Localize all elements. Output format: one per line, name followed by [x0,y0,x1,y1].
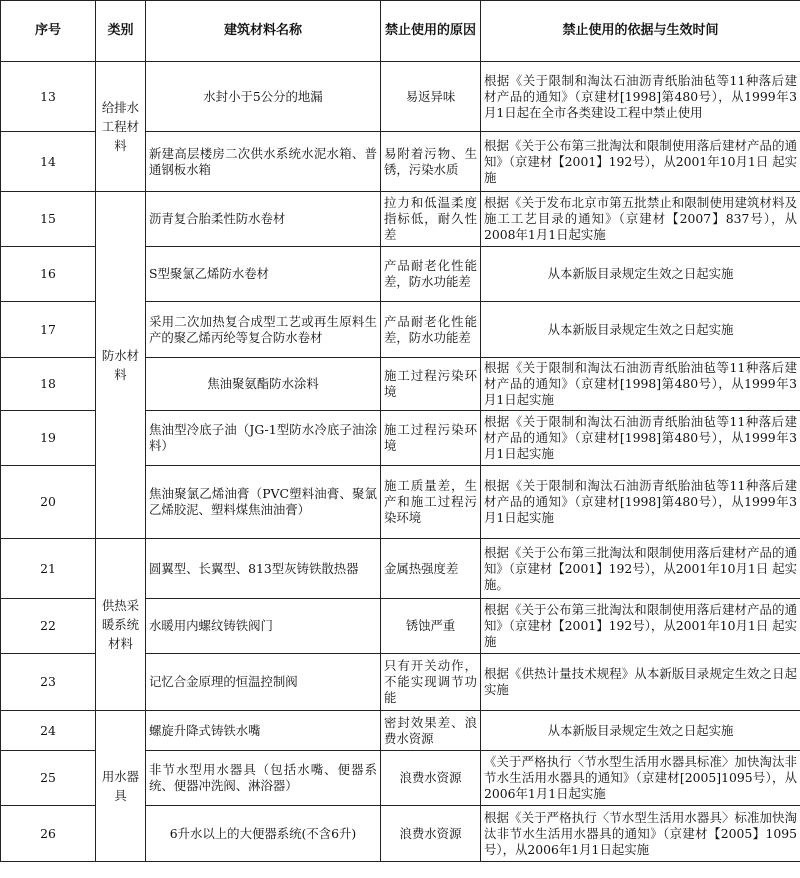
header-name: 建筑材料名称 [146,1,381,62]
row-name: 沥青复合胎柔性防水卷材 [146,192,381,247]
row-no: 15 [1,192,96,247]
row-no: 19 [1,411,96,466]
row-reason: 施工过程污染环境 [381,411,481,466]
header-category: 类别 [96,1,146,62]
table-row [1,62,800,132]
category-water-use: 用水器具 [96,711,146,862]
row-name: 螺旋升降式铸铁水嘴 [146,711,381,751]
row-no: 18 [1,358,96,411]
row-reason: 浪费水资源 [381,806,481,862]
row-no: 26 [1,806,96,862]
row-reason: 密封效果差、浪费水资源 [381,711,481,751]
row-basis: 根据《关于严格执行〈节水型生活用水器具〉标准加快淘汰非节水生活用水器具的通知》（京建材【2005】1095号），从2006年1月1日起实施 [481,806,800,862]
row-no: 20 [1,466,96,539]
header-basis: 禁止使用的依据与生效时间 [481,1,800,62]
row-name: 焦油型冷底子油（JG-1型防水冷底子油涂料） [146,411,381,466]
row-name: 焦油聚氯乙烯油膏（PVC塑料油膏、聚氯乙烯胶泥、塑料煤焦油油膏） [146,466,381,539]
header-no: 序号 [1,1,96,62]
row-name: 6升水以上的大便器系统(不含6升) [146,806,381,862]
row-basis: 根据《关于限制和淘汰石油沥青纸胎油毡等11种落后建材产品的通知》（京建材[1998]第480号），从1999年3月1日起在全市各类建设工程中禁止使用 [481,62,800,132]
table-row [1,539,800,599]
row-reason: 锈蚀严重 [381,599,481,654]
row-name: 记忆合金原理的恒温控制阀 [146,654,381,711]
row-reason: 易返异味 [381,62,481,132]
row-no: 16 [1,247,96,302]
row-name: 非节水型用水器具（包括水嘴、便器系统、便器冲洗阀、淋浴器） [146,751,381,806]
category-heating: 供热采暖系统材料 [96,539,146,711]
row-reason: 产品耐老化性能差，防水功能差 [381,302,481,358]
row-reason: 施工过程污染环境 [381,358,481,411]
row-reason: 易附着污物、生锈，污染水质 [381,132,481,192]
row-reason: 只有开关动作，不能实现调节功能 [381,654,481,711]
row-no: 23 [1,654,96,711]
row-basis: 根据《供热计量技术规程》从本新版目录规定生效之日起实施 [481,654,800,711]
row-basis: 根据《关于限制和淘汰石油沥青纸胎油毡等11种落后建材产品的通知》（京建材[1998]第480号），从1999年3月1日起实施 [481,358,800,411]
row-no: 24 [1,711,96,751]
row-name: 水暖用内螺纹铸铁阀门 [146,599,381,654]
row-name: S型聚氯乙烯防水卷材 [146,247,381,302]
row-basis: 根据《关于限制和淘汰石油沥青纸胎油毡等11种落后建材产品的通知》（京建材[1998]第480号），从1999年3月1日起实施 [481,411,800,466]
category-waterproof: 防水材料 [96,192,146,539]
table-row [1,711,800,751]
row-no: 25 [1,751,96,806]
row-name: 水封小于5公分的地漏 [146,62,381,132]
row-no: 17 [1,302,96,358]
category-water-supply: 给排水工程材料 [96,62,146,192]
row-basis: 根据《关于发布北京市第五批禁止和限制使用建筑材料及施工工艺目录的通知》（京建材【2007】837号），从2008年1月1日起实施 [481,192,800,247]
header-reason: 禁止使用的原因 [381,1,481,62]
row-basis: 从本新版目录规定生效之日起实施 [481,711,800,751]
row-name: 新建高层楼房二次供水系统水泥水箱、普通钢板水箱 [146,132,381,192]
row-reason: 金属热强度差 [381,539,481,599]
row-basis: 根据《关于公布第三批淘汰和限制使用落后建材产品的通知》（京建材【2001】192号），从2001年10月1日 起实施 [481,132,800,192]
row-basis: 根据《关于限制和淘汰石油沥青纸胎油毡等11种落后建材产品的通知》（京建材[1998]第480号），从1999年3月1日起实施 [481,466,800,539]
row-name: 焦油聚氨酯防水涂料 [146,358,381,411]
row-basis: 《关于严格执行〈节水型生活用水器具标准〉加快淘汰非节水生活用水器具的通知》（京建材[2005]1095号），从2006年1月1日起实施 [481,751,800,806]
row-basis: 从本新版目录规定生效之日起实施 [481,247,800,302]
table-row [1,192,800,247]
row-basis: 从本新版目录规定生效之日起实施 [481,302,800,358]
row-reason: 施工质量差，生产和施工过程污染环境 [381,466,481,539]
row-no: 14 [1,132,96,192]
row-name: 采用二次加热复合成型工艺或再生原料生产的聚乙烯丙纶等复合防水卷材 [146,302,381,358]
row-reason: 产品耐老化性能差，防水功能差 [381,247,481,302]
row-reason: 拉力和低温柔度指标低，耐久性差 [381,192,481,247]
header-row [1,1,800,62]
row-no: 13 [1,62,96,132]
row-basis: 根据《关于公布第三批淘汰和限制使用落后建材产品的通知》（京建材【2001】192号），从2001年10月1日 起实施 [481,599,800,654]
row-no: 22 [1,599,96,654]
row-name: 圆翼型、长翼型、813型灰铸铁散热器 [146,539,381,599]
row-no: 21 [1,539,96,599]
row-basis: 根据《关于公布第三批淘汰和限制使用落后建材产品的通知》（京建材【2001】192号），从2001年10月1日 起实施。 [481,539,800,599]
row-reason: 浪费水资源 [381,751,481,806]
